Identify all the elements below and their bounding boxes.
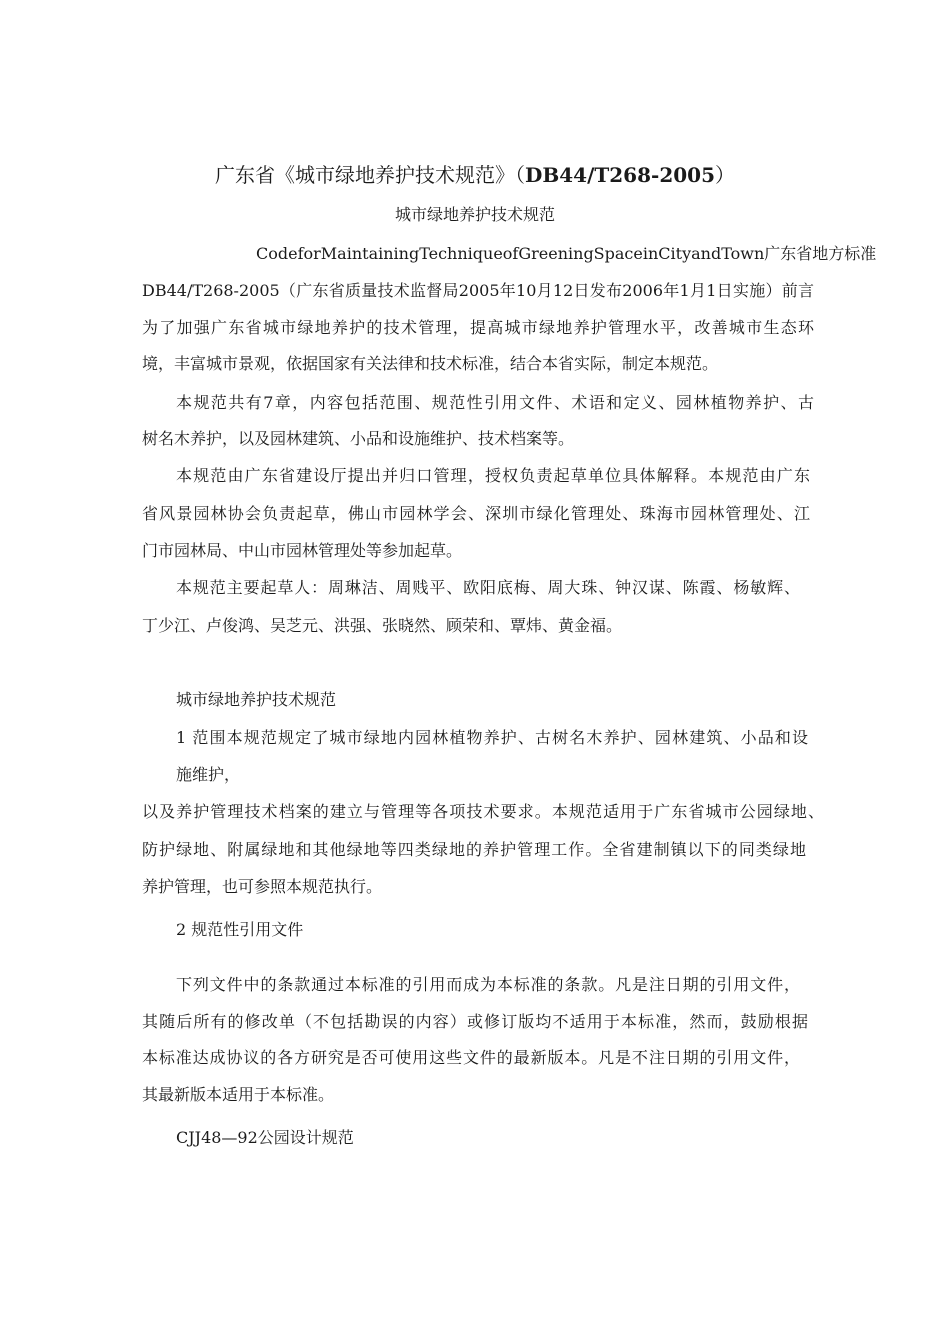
preface-p4-line2: 丁少江、卢俊鸿、吴芝元、洪强、张晓然、顾荣和、覃炜、黄金福。 <box>142 616 623 635</box>
section1-line1: 1 范围本规范规定了城市绿地内园林植物养护、古树名木养护、园林建筑、小品和设 <box>176 728 808 747</box>
preface-p3-line1: 本规范由广东省建设厅提出并归口管理，授权负责起草单位具体解释。本规范由广东 <box>176 466 810 485</box>
document-subtitle: 城市绿地养护技术规范 <box>394 205 555 224</box>
standard-info-line: DB44/T268-2005（广东省质量技术监督局2005年10月12日发布2006年1月1日实施）前言 <box>142 281 814 300</box>
section2-line3: 本标准达成协议的各方研究是否可使用这些文件的最新版本。凡是不注日期的引用文件， <box>142 1048 800 1067</box>
title-prefix: 广东省《城市绿地养护技术规范》（ <box>215 163 525 187</box>
preface-p3-line3: 门市园林局、中山市园林管理处等参加起草。 <box>142 541 463 560</box>
preface-p2-line2: 树名木养护，以及园林建筑、小品和设施维护、技术档案等。 <box>142 429 575 448</box>
document-title <box>0 162 950 188</box>
section1-line2: 施维护， <box>176 765 241 784</box>
preface-p2-line1: 本规范共有7章，内容包括范围、规范性引用文件、术语和定义、园林植物养护、古 <box>176 393 814 412</box>
section2-heading: 2 规范性引用文件 <box>176 920 304 939</box>
body-heading: 城市绿地养护技术规范 <box>176 690 337 709</box>
preface-p1-line2: 境，丰富城市景观，依据国家有关法律和技术标准，结合本省实际，制定本规范。 <box>142 354 719 373</box>
section1-line4: 防护绿地、附属绿地和其他绿地等四类绿地的养护管理工作。全省建制镇以下的同类绿地 <box>142 840 806 859</box>
reference-item: CJJ48—92公园设计规范 <box>176 1128 354 1147</box>
section2-line1: 下列文件中的条款通过本标准的引用而成为本标准的条款。凡是注日期的引用文件， <box>176 975 800 994</box>
section2-line4: 其最新版本适用于本标准。 <box>142 1085 335 1104</box>
section1-line5: 养护管理，也可参照本规范执行。 <box>142 877 383 896</box>
section1-line3: 以及养护管理技术档案的建立与管理等各项技术要求。本规范适用于广东省城市公园绿地、 <box>142 802 824 821</box>
english-title-line: CodeforMaintainingTechniqueofGreeningSpaceinCityandTown广东省地方标准 <box>256 244 877 263</box>
preface-p3-line2: 省风景园林协会负责起草，佛山市园林学会、深圳市绿化管理处、珠海市园林管理处、江 <box>142 504 810 523</box>
section2-line2: 其随后所有的修改单（不包括勘误的内容）或修订版均不适用于本标准，然而，鼓励根据 <box>142 1012 808 1031</box>
preface-p1-line1: 为了加强广东省城市绿地养护的技术管理，提高城市绿地养护管理水平，改善城市生态环 <box>142 318 814 337</box>
title-suffix: ） <box>714 163 735 187</box>
title-code: DB44/T268-2005 <box>525 163 715 187</box>
preface-p4-line1: 本规范主要起草人：周琳洁、周贱平、欧阳底梅、周大珠、钟汉谋、陈霞、杨敏辉、 <box>176 578 800 597</box>
